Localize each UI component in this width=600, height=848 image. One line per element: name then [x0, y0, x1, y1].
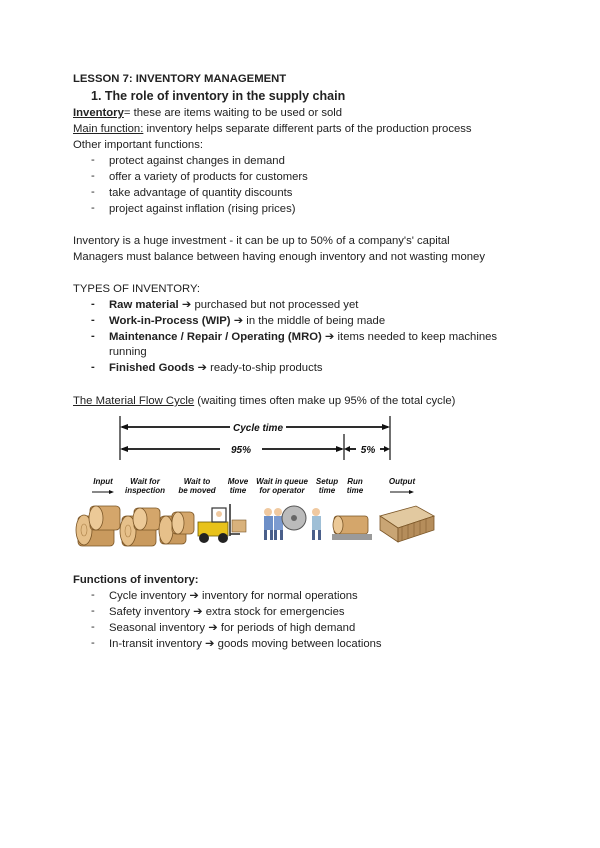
stage-queue-2: for operator [259, 486, 305, 495]
other-functions-heading: Other important functions: [73, 139, 203, 151]
list-item: Finished Goods ➔ ready-to-ship products [109, 362, 323, 374]
list-item: Work-in-Process (WIP) ➔ in the middle of being made [109, 315, 386, 327]
operators-illustration [264, 506, 321, 540]
investment-line-1: Inventory is a huge investment - it can be up to 50% of a company's' capital [73, 235, 450, 247]
pct-95-label: 95% [230, 445, 252, 456]
flow-title: The Material Flow Cycle [73, 395, 195, 407]
section-heading: 1. The role of inventory in the supply chain [91, 89, 346, 103]
flow-caption [73, 394, 455, 408]
pct-5-label: 5% [360, 445, 376, 456]
logs-illustration [76, 506, 194, 546]
list-item: take advantage of quantity discounts [109, 187, 293, 199]
stage-wait-inspection-1: Wait for [130, 477, 160, 486]
list-item: Raw material ➔ purchased but not processed yet [109, 299, 359, 311]
stage-run-1: Run [347, 477, 363, 486]
list-item: protect against changes in demand [109, 155, 285, 167]
stage-input: Input [93, 477, 113, 486]
functions-heading: Functions of inventory: [73, 574, 199, 586]
investment-line-2: Managers must balance between having enough inventory and not wasting money [73, 251, 485, 263]
flow-note: (waiting times often make up 95% of the total cycle) [194, 395, 456, 407]
finished-boards-illustration [380, 506, 434, 542]
list-item: project against inflation (rising prices) [109, 203, 296, 215]
stage-output: Output [388, 477, 416, 486]
stage-wait-inspection-2: inspection [124, 486, 166, 495]
cycle-time-label: Cycle time [232, 423, 284, 434]
list-item: Cycle inventory ➔ inventory for normal operations [109, 590, 358, 602]
inventory-term: Inventory [73, 107, 124, 119]
stage-move-2: time [229, 486, 247, 495]
stage-setup-2: time [318, 486, 336, 495]
document-page: LESSON 7: INVENTORY MANAGEMENT 1. The role of inventory in the supply chain Inventory= these are items waiting to be used or sold Main function: inventory helps separate different parts of the production process Other important functions: - protect against changes in demand - offer a variety of products for customers - take advantage of quantity discounts - project against inflation (rising prices) Inventory is a huge investment - it can be up to 50% of a company's' capital Managers must balance between having enough inventory and not wasting money TYPES OF INVENTORY: - Raw material ➔ purchased but not processed yet - Work-in-Process (WIP) ➔ in the middle of being made - Maintenance / Repair / Operating (MRO) ➔ items needed to keep machines running - Finished Goods ➔ ready-to-ship products The Material Flow Cycle (waiting times often make up 95% of the total cycle) Cycle time 95% 5% Input Wait for inspection Wait to be moved Move time Wait in queue for operator Setup time Run time Output Functions of inventory: - Cycle inventory ➔ inventory for normal operations - Safety inventory ➔ extra stock for emergencies - Seasonal inventory ➔ for periods of high demand - In-transit inventory ➔ goods moving between locations [73, 73, 498, 650]
inventory-definition [73, 106, 342, 120]
list-item: Safety inventory ➔ extra stock for emergencies [109, 606, 345, 618]
main-function-def: inventory helps separate different parts of the production process [143, 123, 472, 135]
main-function-term: Main function: [73, 123, 144, 135]
list-item: offer a variety of products for customers [109, 171, 308, 183]
lesson-title: LESSON 7: INVENTORY MANAGEMENT [73, 73, 287, 85]
list-item-continued: running [109, 346, 147, 358]
stage-run-2: time [346, 486, 364, 495]
stage-wait-move-2: be moved [178, 486, 216, 495]
list-item: In-transit inventory ➔ goods moving between locations [109, 638, 382, 650]
list-item: Maintenance / Repair / Operating (MRO) ➔ items needed to keep machines [109, 331, 498, 343]
list-item: Seasonal inventory ➔ for periods of high demand [109, 622, 356, 634]
stage-setup-1: Setup [315, 477, 339, 486]
processing-log-illustration [332, 516, 372, 540]
types-heading: TYPES OF INVENTORY: [73, 283, 201, 295]
material-flow-figure [72, 412, 452, 557]
stage-wait-move-1: Wait to [183, 477, 211, 486]
inventory-def: = these are items waiting to be used or sold [123, 107, 343, 119]
stage-queue-1: Wait in queue [256, 477, 308, 486]
main-function [73, 122, 472, 136]
forklift-illustration [198, 504, 246, 543]
stage-move-1: Move [227, 477, 249, 486]
